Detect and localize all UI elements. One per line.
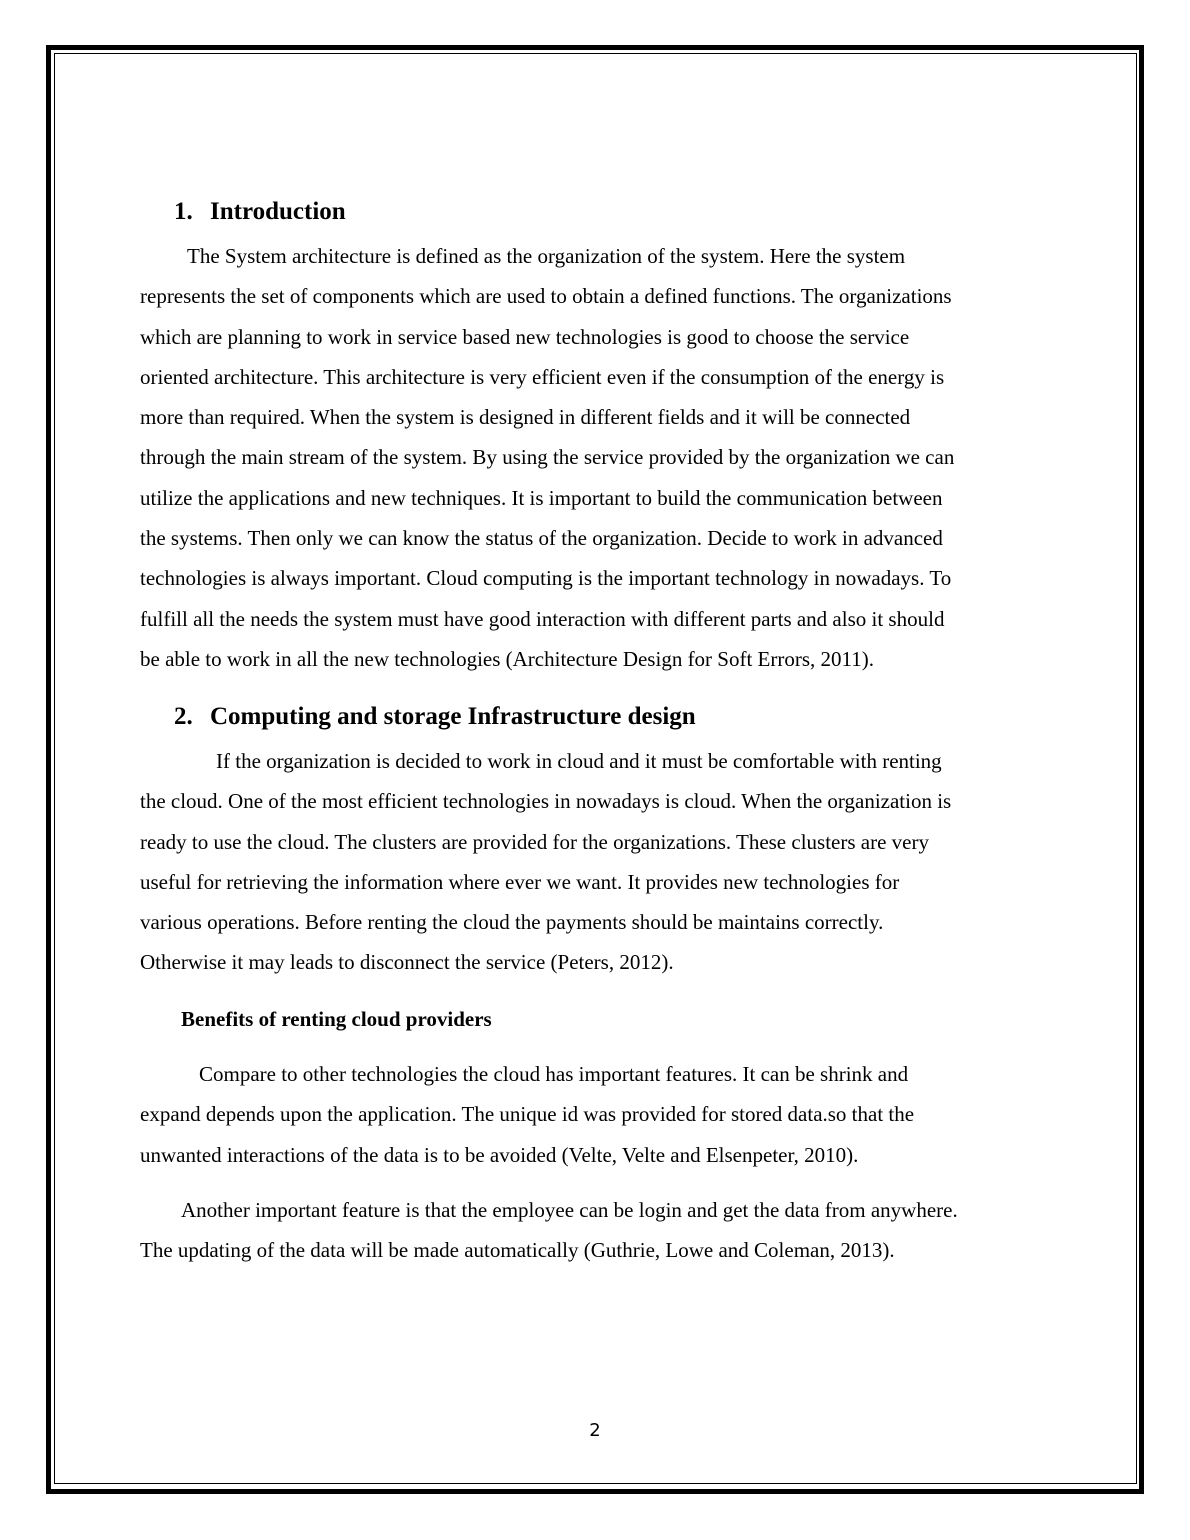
text-line: If the organization is decided to work in cloud and it must be comfortable with renting (216, 749, 942, 773)
subsection-heading-benefits: Benefits of renting cloud providers (181, 1007, 492, 1031)
infrastructure-paragraph (140, 741, 1052, 983)
section-title: Introduction (210, 198, 346, 225)
text-line: ready to use the cloud. The clusters are provided for the organizations. These clusters are very (140, 829, 929, 854)
text-line: expand depends upon the application. The unique id was provided for stored data.so that the (140, 1102, 915, 1127)
benefits-paragraph-1 (140, 1054, 1052, 1175)
text-line: various operations. Before renting the cloud the payments should be maintains correctly. (140, 910, 884, 935)
text-line: The updating of the data will be made automatically (Guthrie, Lowe and Coleman, 2013). (140, 1238, 895, 1263)
text-line: oriented architecture. This architecture is very efficient even if the consumption of the energy is (140, 364, 945, 389)
text-line: represents the set of components which are used to obtain a defined functions. The organizations (140, 284, 952, 309)
text-line: technologies is always important. Cloud computing is the important technology in nowadays. To (140, 566, 952, 591)
text-line: the cloud. One of the most efficient technologies in nowadays is cloud. When the organization is (140, 789, 952, 814)
section-number: 1. (174, 198, 193, 225)
text-line: useful for retrieving the information where ever we want. It provides new technologies for (140, 869, 900, 894)
text-line: Another important feature is that the employee can be login and get the data from anywhere. (181, 1198, 958, 1222)
page-number: 2 (589, 1420, 601, 1441)
text-line: which are planning to work in service based new technologies is good to choose the service (140, 324, 910, 349)
text-line: through the main stream of the system. By using the service provided by the organization we can (140, 445, 955, 470)
section-heading-introduction (174, 197, 346, 227)
text-line: Compare to other technologies the cloud has important features. It can be shrink and (199, 1062, 909, 1086)
section-title: Computing and storage Infrastructure design (210, 703, 696, 730)
text-line: fulfill all the needs the system must have good interaction with different parts and also it should (140, 606, 945, 631)
section-number: 2. (174, 703, 193, 730)
introduction-paragraph (140, 236, 1052, 679)
text-line: the systems. Then only we can know the status of the organization. Decide to work in advanced (140, 526, 943, 551)
benefits-paragraph-2 (140, 1190, 1052, 1271)
text-line: The System architecture is defined as the organization of the system. Here the system (187, 244, 906, 268)
text-line: Otherwise it may leads to disconnect the service (Peters, 2012). (140, 950, 674, 975)
text-line: be able to work in all the new technologies (Architecture Design for Soft Errors, 2011). (140, 646, 875, 671)
text-line: unwanted interactions of the data is to be avoided (Velte, Velte and Elsenpeter, 2010). (140, 1142, 859, 1167)
section-heading-infrastructure-design (174, 702, 696, 732)
text-line: more than required. When the system is designed in different fields and it will be connected (140, 405, 911, 430)
text-line: utilize the applications and new techniques. It is important to build the communication between (140, 485, 943, 510)
